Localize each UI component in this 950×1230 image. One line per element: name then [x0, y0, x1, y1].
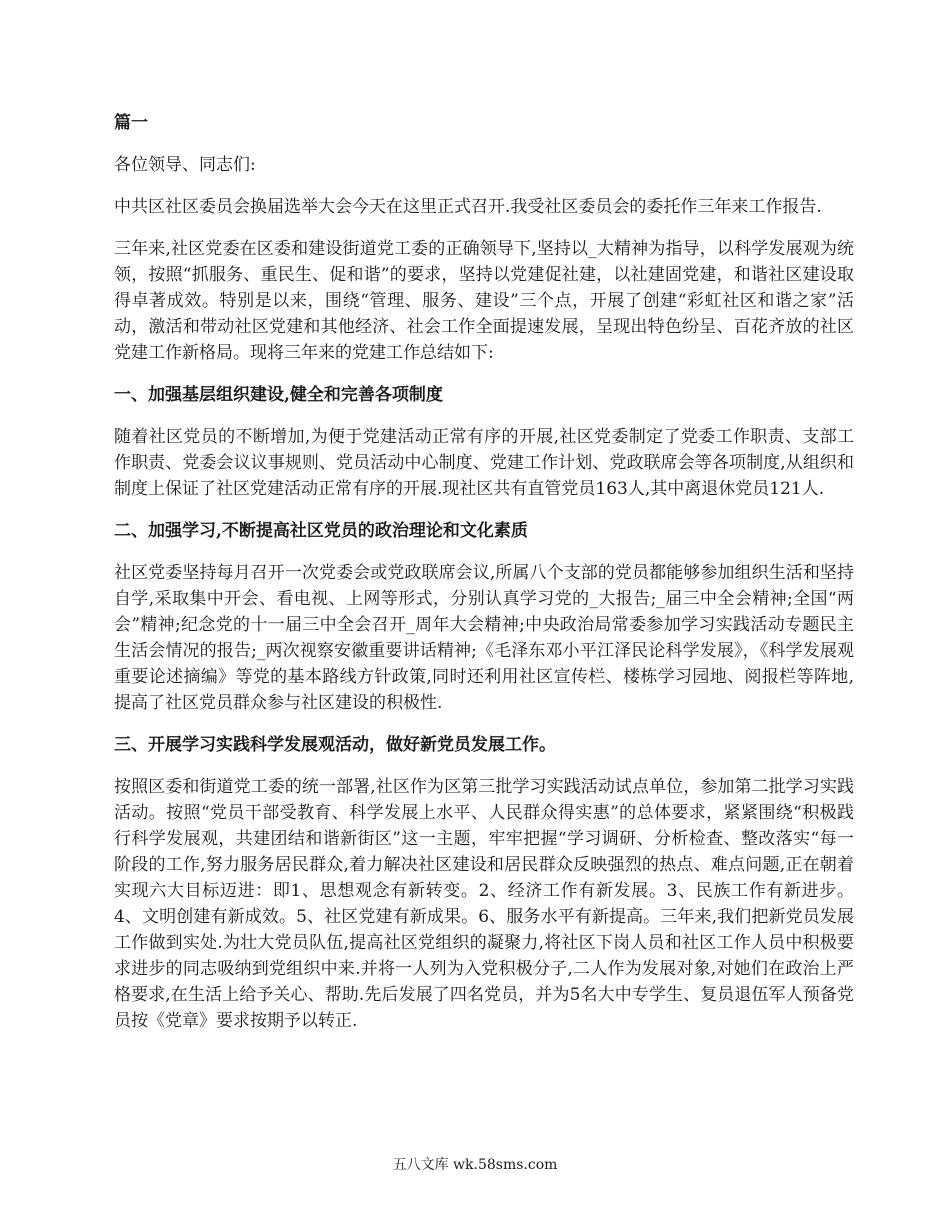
section-heading-2: 二、加强学习,不断提高社区党员的政治理论和文化素质	[114, 521, 528, 541]
section-body-3: 按照区委和街道党工委的统一部署,社区作为区第三批学习实践活动试点单位，参加第二批学习实践活动。按照“党员干部受教育、科学发展上水平、人民群众得实惠”的总体要求，紧紧围绕“积极践行科学发展观，共建团结和谐新街区”这一主题，牢牢把握“学习调研、分析检查、整改落实“每一阶段的工作,努力服务居民群众,着力解决社区建设和居民群众反映强烈的热点、难点问题,正在朝着实现六大目标迈进：即1、思想观念有新转变。2、经济工作有新发展。3、民族工作有新进步。4、文明创建有新成效。5、社区党建有新成果。6、服务水平有新提高。三年来,我们把新党员发展工作做到实处.为壮大党员队伍,提高社区党组织的凝聚力,将社区下岗人员和社区工作人员中积极要求进步的同志吸纳到党组织中来.并将一人列为入党积极分子,二人作为发展对象,对她们在政治上严格要求,在生活上给予关心、帮助.先后发展了四名党员，并为5名大中专学生、复员退伍军人预备党员按《党章》要求按期予以转正.	[114, 777, 854, 1031]
section-body-2: 社区党委坚持每月召开一次党委会或党政联席会议,所属八个支部的党员都能够参加组织生活和坚持自学,采取集中开会、看电视、上网等形式，分别认真学习党的_大报告;_届三中全会精神;全国“两会”精神;纪念党的十一届三中全会召开_周年大会精神;中央政治局常委参加学习实践活动专题民主生活会情况的报告;_两次视察安徽重要讲话精神;《毛泽东邓小平江泽民论科学发展》，《科学发展观重要论述摘编》等党的基本路线方针政策,同时还利用社区宣传栏、楼栋学习园地、阅报栏等阵地,提高了社区党员群众参与社区建设的积极性.	[114, 563, 854, 713]
section-body-1: 随着社区党员的不断增加,为便于党建活动正常有序的开展,社区党委制定了党委工作职责、支部工作职责、党委会议议事规则、党员活动中心制度、党建工作计划、党政联席会等各项制度,从组织和制度上保证了社区党建活动正常有序的开展.现社区共有直管党员163人,其中离退休党员121人.	[114, 427, 854, 499]
document-title: 篇一	[114, 113, 148, 133]
section-heading-1: 一、加强基层组织建设,健全和完善各项制度	[114, 385, 443, 405]
intro-paragraph: 中共区社区委员会换届选举大会今天在这里正式召开.我受社区委员会的委托作三年来工作报告.	[114, 197, 822, 217]
salutation: 各位领导、同志们:	[114, 155, 256, 175]
overview-paragraph: 三年来,社区党委在区委和建设街道党工委的正确领导下,坚持以_大精神为指导，以科学发展观为统领，按照“抓服务、重民生、促和谐”的要求，坚持以党建促社建，以社建固党建，和谐社区建设取得卓著成效。特别是以来，围绕“管理、服务、建设”三个点，开展了创建“彩虹社区和谐之家”活动，激活和带动社区党建和其他经济、社会工作全面提速发展，呈现出特色纷呈、百花齐放的社区党建工作新格局。现将三年来的党建工作总结如下:	[114, 239, 854, 363]
section-heading-3: 三、开展学习实践科学发展观活动，做好新党员发展工作。	[114, 735, 556, 755]
footer-watermark: 五八文库 wk.58sms.com	[392, 1157, 558, 1173]
document-page	[114, 110, 854, 1050]
